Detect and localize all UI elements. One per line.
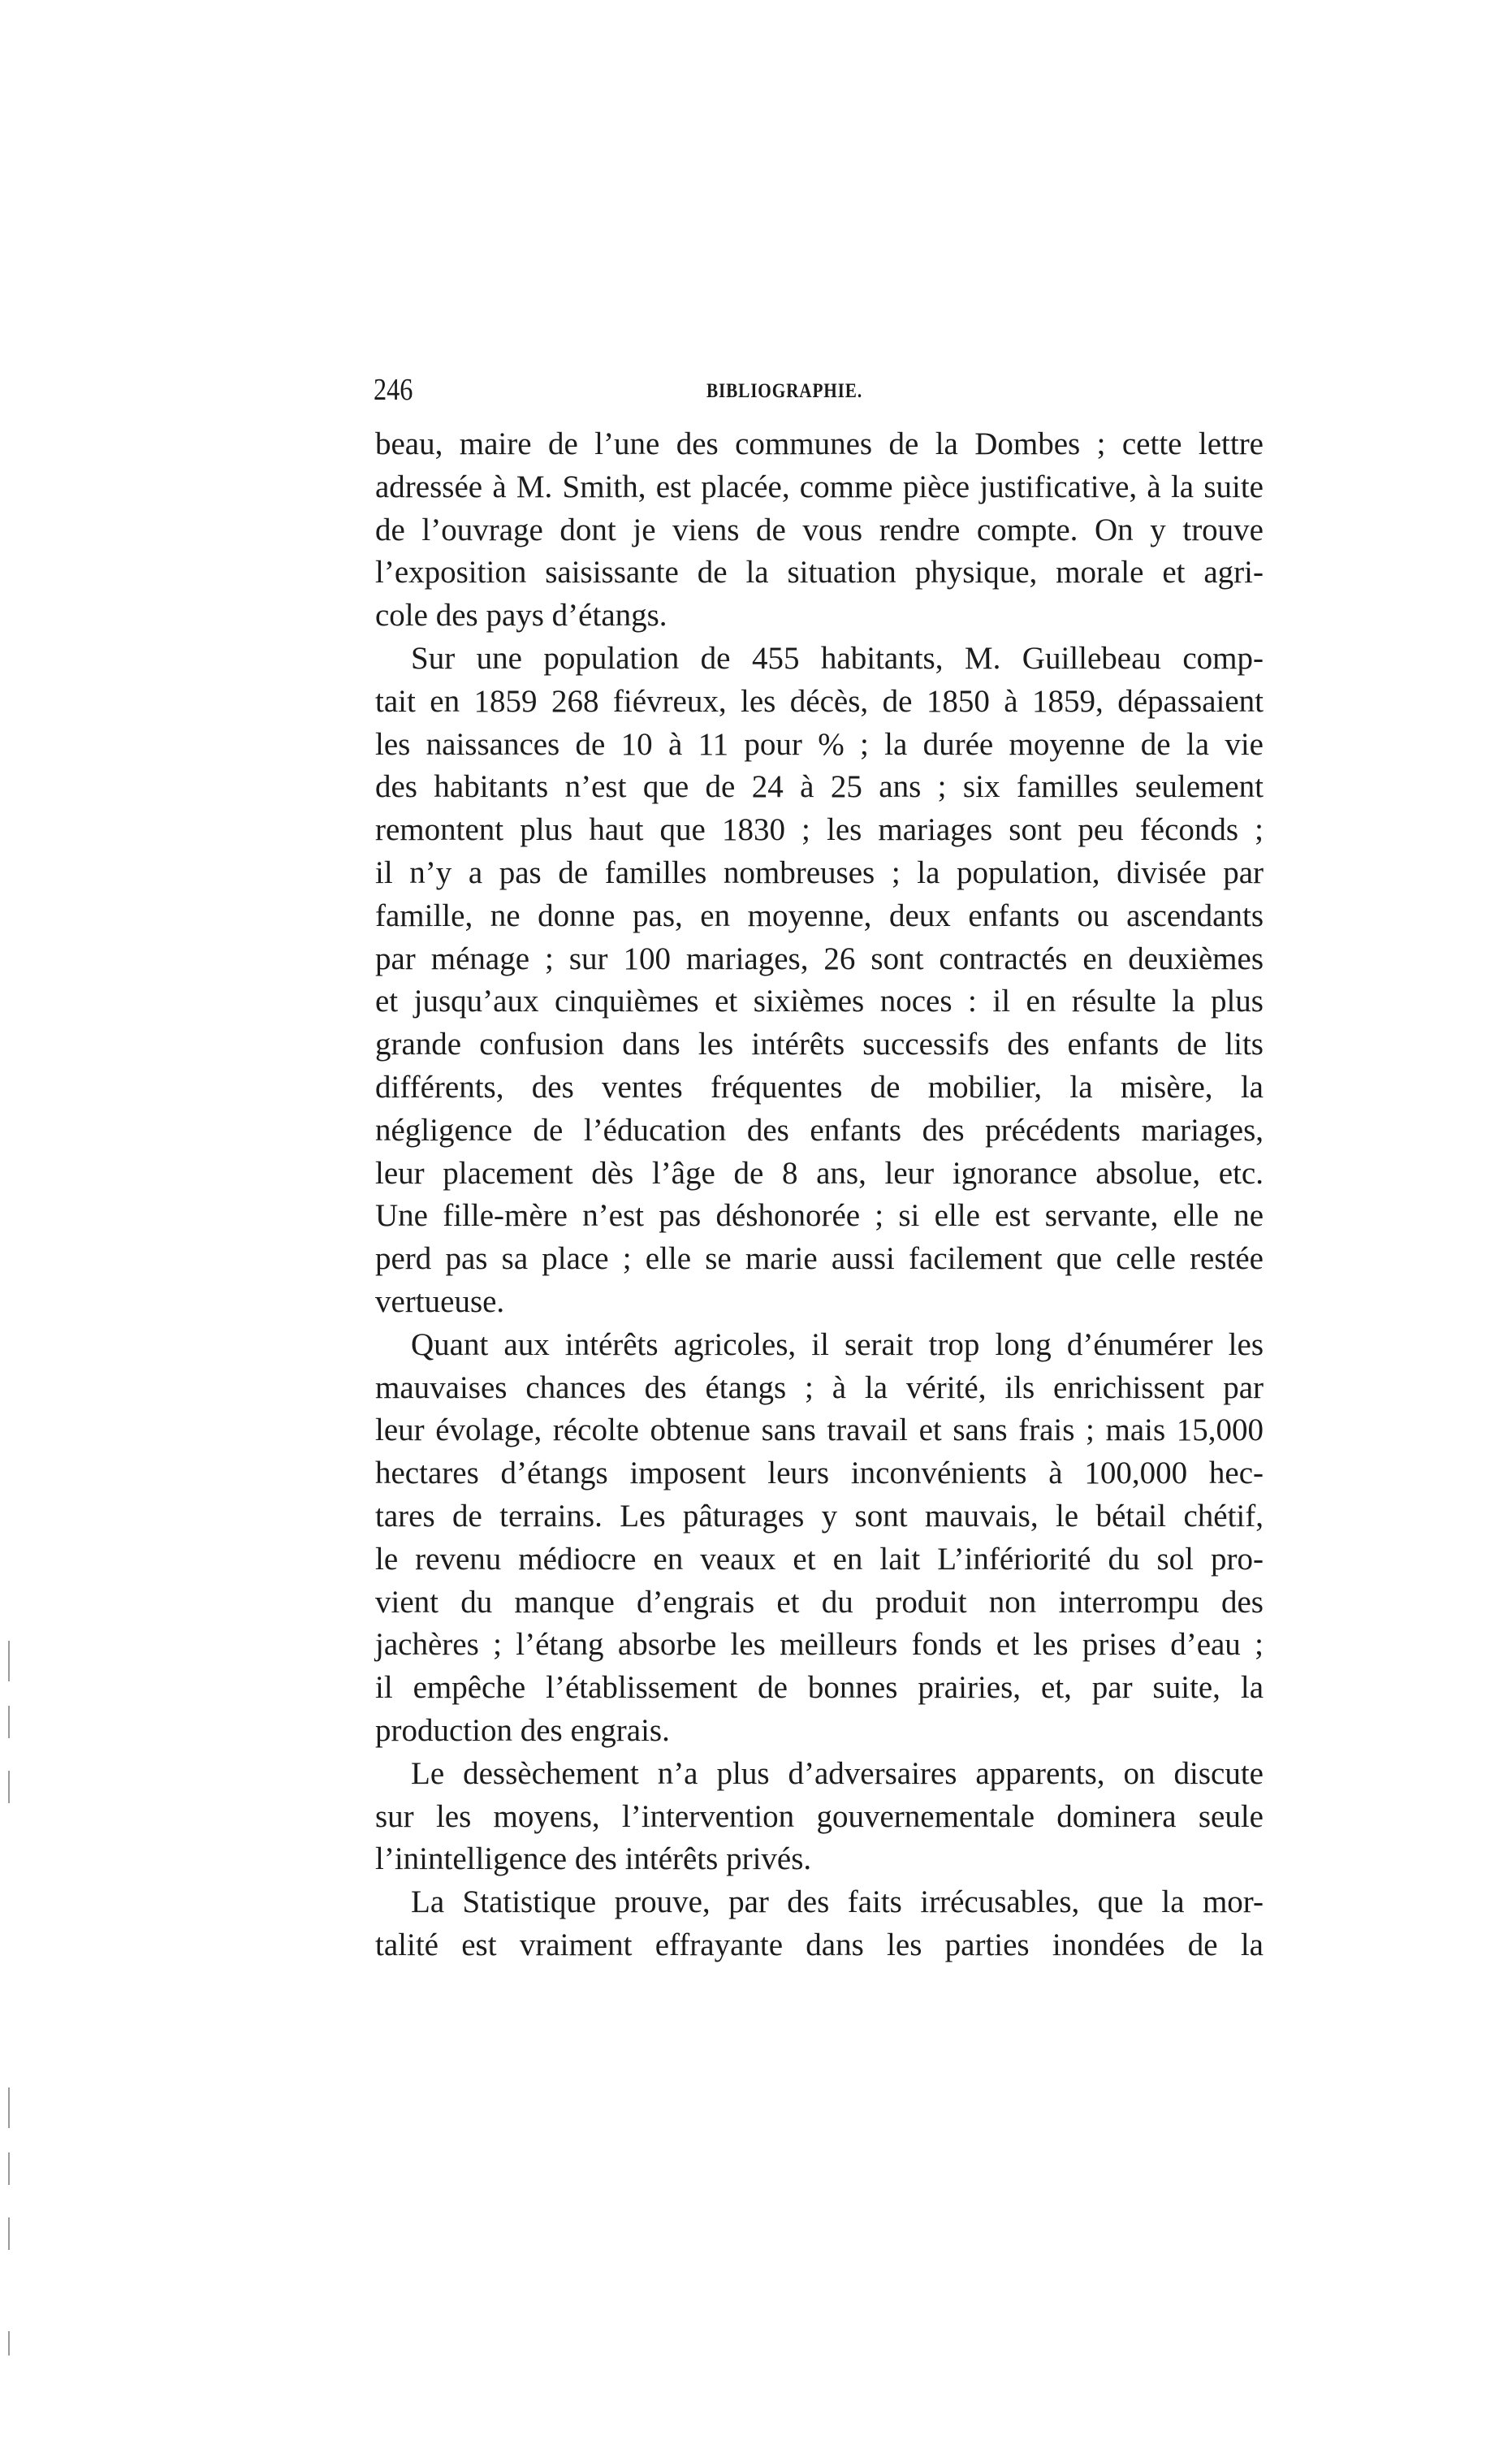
text-line: sur les moyens, l’intervention gouvernementale dominera seule <box>375 1798 1264 1834</box>
text-line: leur placement dès l’âge de 8 ans, leur ignorance absolue, etc. <box>375 1155 1264 1191</box>
text-line: tares de terrains. Les pâturages y sont mauvais, le bétail chétif, <box>375 1498 1264 1534</box>
text-line: cole des pays d’étangs. <box>375 598 667 634</box>
text-line: différents, des ventes fréquentes de mobilier, la misère, la <box>375 1069 1264 1105</box>
text-line: il n’y a pas de familles nombreuses ; la population, divisée par <box>375 854 1264 890</box>
text-line: leur évolage, récolte obtenue sans travail et sans frais ; mais 15,000 <box>375 1413 1264 1448</box>
text-line: l’inintelligence des intérêts privés. <box>375 1841 812 1877</box>
text-line: Quant aux intérêts agricoles, il serait trop long d’énumérer les <box>411 1326 1264 1362</box>
text-line: remontent plus haut que 1830 ; les mariages sont peu féconds ; <box>375 812 1264 848</box>
scan-artifact <box>8 1706 10 1738</box>
scan-artifact <box>8 1641 10 1681</box>
text-line: famille, ne donne pas, en moyenne, deux enfants ou ascendants <box>375 898 1264 933</box>
text-line: par ménage ; sur 100 mariages, 26 sont contractés en deuxièmes <box>375 941 1264 976</box>
text-line: perd pas sa place ; elle se marie aussi facilement que celle restée <box>375 1241 1264 1277</box>
text-line: production des engrais. <box>375 1712 670 1748</box>
scan-artifact <box>8 1771 10 1803</box>
running-title: BIBLIOGRAPHIE. <box>706 380 862 402</box>
text-line: des habitants n’est que de 24 à 25 ans ; six familles seulement <box>375 769 1264 805</box>
text-line: et jusqu’aux cinquièmes et sixièmes noces : il en résulte la plus <box>375 984 1264 1019</box>
scan-artifact <box>8 2217 10 2250</box>
text-line: Sur une population de 455 habitants, M. Guillebeau comp- <box>411 640 1264 676</box>
text-line: La Statistique prouve, par des faits irrécusables, que la mor- <box>411 1884 1264 1920</box>
text-line: grande confusion dans les intérêts successifs des enfants de lits <box>375 1027 1264 1062</box>
body-text <box>375 423 1264 1967</box>
text-line: vertueuse. <box>375 1283 505 1319</box>
scan-artifact <box>8 2152 10 2185</box>
text-line: négligence de l’éducation des enfants des précédents mariages, <box>375 1112 1264 1148</box>
text-line: les naissances de 10 à 11 pour % ; la durée moyenne de la vie <box>375 726 1264 762</box>
text-line: Le dessèchement n’a plus d’adversaires apparents, on discute <box>411 1755 1264 1791</box>
page-number: 246 <box>374 373 413 407</box>
text-line: hectares d’étangs imposent leurs inconvénients à 100,000 hec- <box>375 1456 1264 1491</box>
text-line: de l’ouvrage dont je viens de vous rendre compte. On y trouve <box>375 512 1264 547</box>
text-line: talité est vraiment effrayante dans les parties inondées de la <box>375 1927 1264 1962</box>
text-line: jachères ; l’étang absorbe les meilleurs fonds et les prises d’eau ; <box>375 1627 1264 1663</box>
text-line: l’exposition saisissante de la situation physique, morale et agri- <box>375 555 1264 591</box>
text-line: mauvaises chances des étangs ; à la vérité, ils enrichissent par <box>375 1369 1264 1405</box>
text-line: beau, maire de l’une des communes de la Dombes ; cette lettre <box>375 426 1264 461</box>
text-line: Une fille-mère n’est pas déshonorée ; si elle est servante, elle ne <box>375 1198 1264 1234</box>
scan-artifact <box>8 2087 10 2128</box>
scan-artifact <box>8 2331 10 2356</box>
text-line: le revenu médiocre en veaux et en lait L’infériorité du sol pro- <box>375 1541 1264 1577</box>
text-line: vient du manque d’engrais et du produit non interrompu des <box>375 1584 1264 1620</box>
text-line: tait en 1859 268 fiévreux, les décès, de 1850 à 1859, dépassaient <box>375 683 1264 719</box>
text-line: il empêche l’établissement de bonnes prairies, et, par suite, la <box>375 1670 1264 1706</box>
text-line: adressée à M. Smith, est placée, comme pièce justificative, à la suite <box>375 469 1264 504</box>
